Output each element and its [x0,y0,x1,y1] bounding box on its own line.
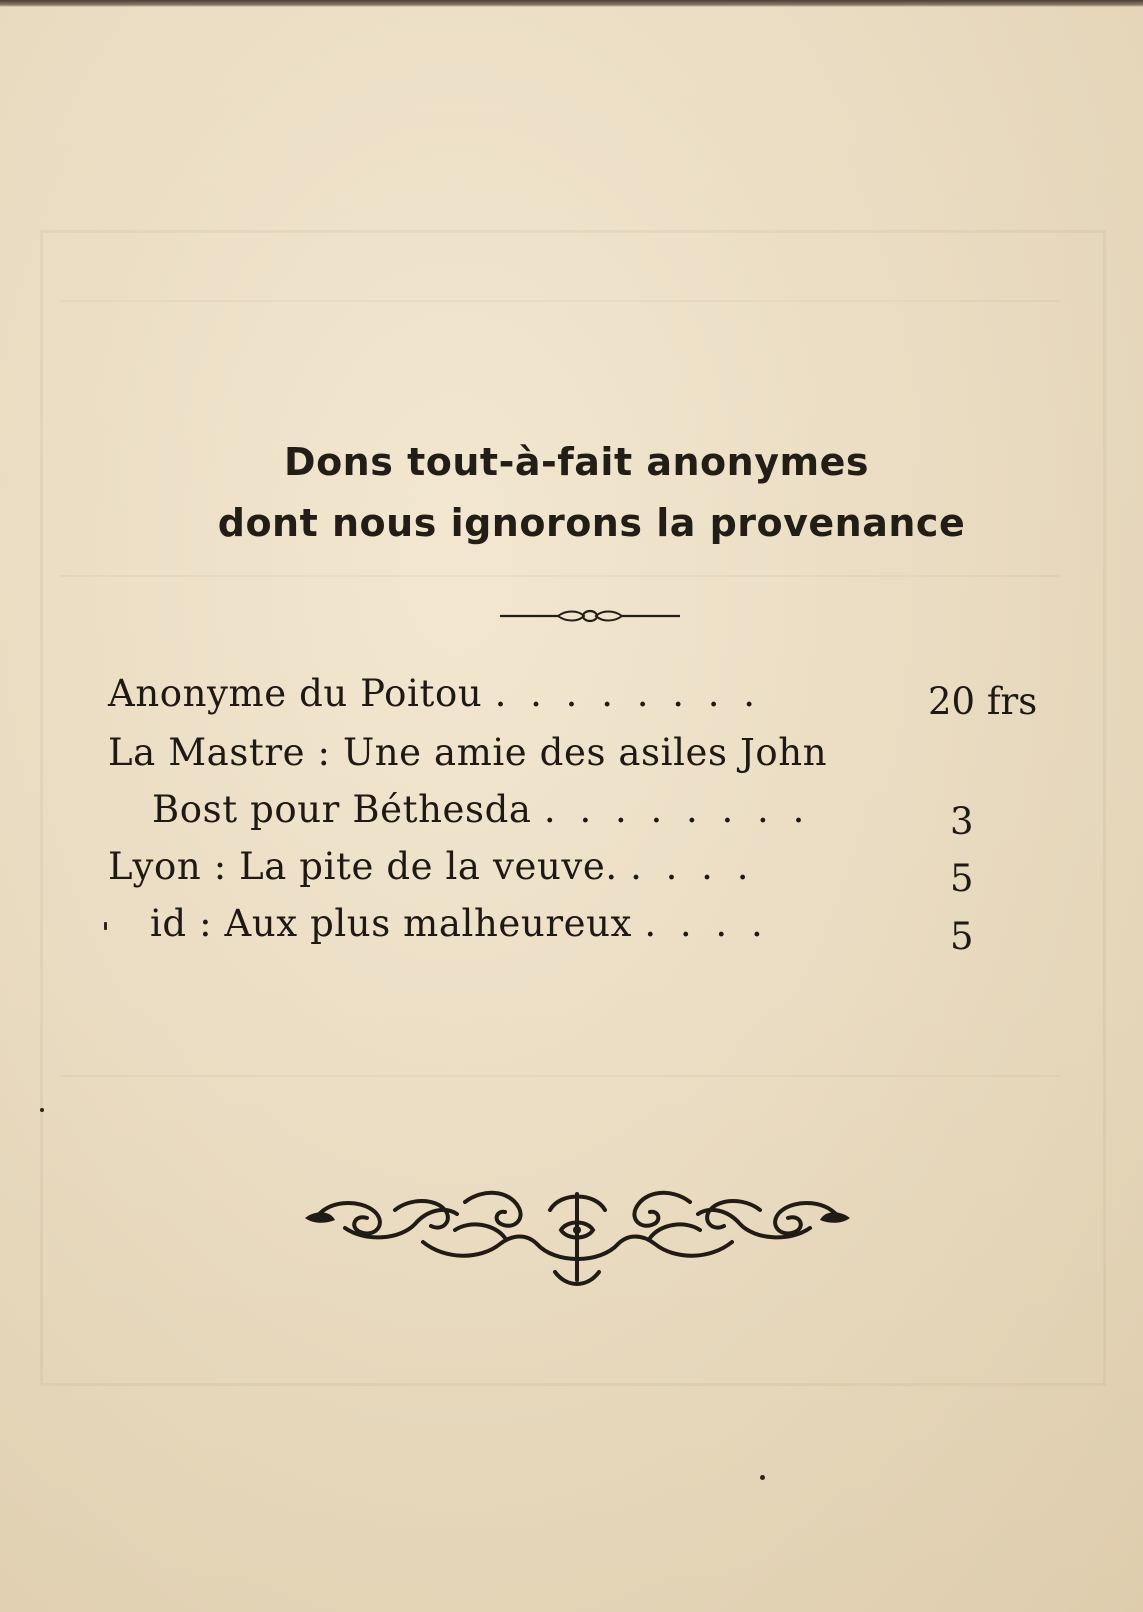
dot-leader: . . . . . . . . [543,788,811,831]
list-item [150,902,769,945]
bleed-through-line [60,1075,1060,1077]
list-item [108,672,761,715]
entry-amount: 5 [950,915,974,958]
bleed-through-line [60,300,1060,302]
ink-speck [104,922,107,930]
list-item [108,731,827,774]
ink-speck [40,1108,44,1112]
list-item [152,788,810,831]
heading-line-2: dont nous ignorons la provenance [217,501,966,545]
page-top-edge [0,0,1143,7]
tailpiece-ornament [305,1180,850,1295]
dot-leader: . . . . [630,845,755,888]
divider-flourish [500,606,680,626]
dot-leader: . . . . . . . . [494,672,762,715]
entry-text: La Mastre : Une amie des asiles John [108,731,828,774]
entry-text: Anonyme du Poitou [108,672,483,715]
entry-amount: 3 [950,800,974,843]
heading-line-1: Dons tout-à-fait anonymes [284,440,869,484]
entry-amount: 20 frs [928,680,1038,723]
entry-text: Bost pour Béthesda [152,788,532,831]
entry-amount: 5 [950,857,974,900]
bleed-through-line [60,575,1060,577]
dot-leader: . . . . [644,902,769,945]
list-item [108,845,754,888]
ink-speck [760,1475,765,1480]
entry-text: id : Aux plus malheureux [150,902,632,945]
entry-text: Lyon : La pite de la veuve. [108,845,618,888]
